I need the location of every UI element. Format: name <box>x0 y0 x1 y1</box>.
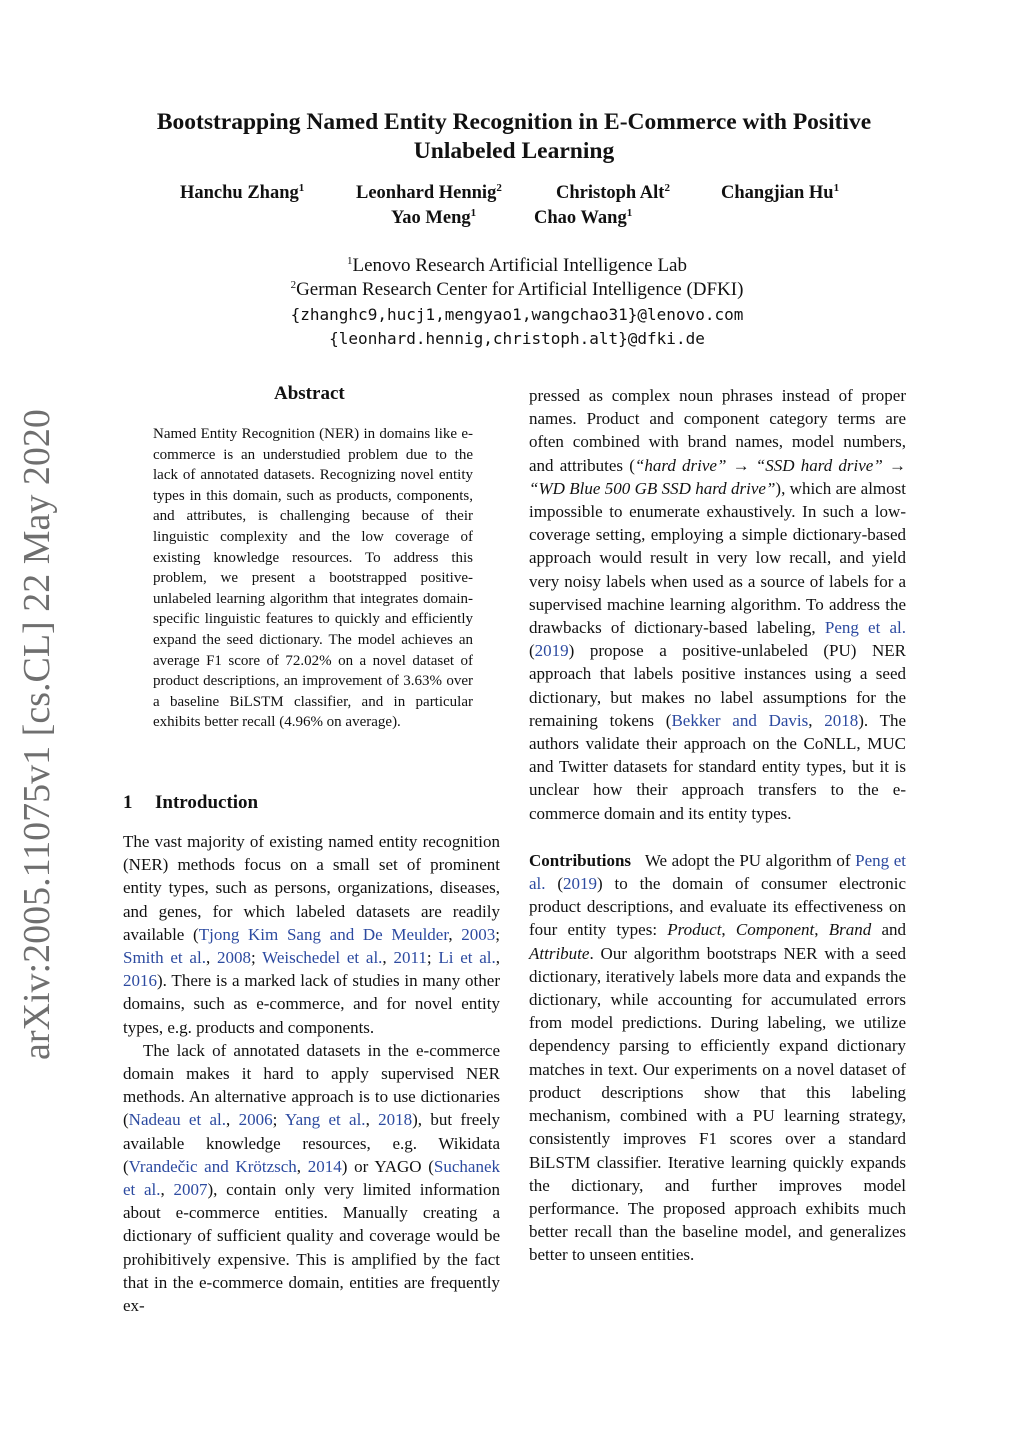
citation-link[interactable]: 2014 <box>307 1156 342 1176</box>
affiliation-2: $^2$German Research Center for Artificial Intelligence (DFKI) <box>290 279 744 300</box>
right-column <box>529 384 906 1267</box>
author-4: Changjian Hu$^1$ <box>721 182 840 203</box>
citation-link[interactable]: 2007 <box>173 1180 208 1200</box>
citation-link[interactable]: Peng et al. <box>824 618 906 638</box>
citation-link[interactable]: Weischedel et al. <box>262 948 383 968</box>
abstract-heading: Abstract <box>274 383 345 404</box>
author-3: Christoph Alt$^2$ <box>556 182 670 203</box>
citation-link[interactable]: 2003 <box>461 924 496 944</box>
citation-link[interactable]: Tjong Kim Sang and De Meulder <box>198 924 449 944</box>
citation-link[interactable]: 2018 <box>824 710 859 730</box>
citation-link[interactable]: 2008 <box>216 948 251 968</box>
citation-link[interactable]: 2016 <box>123 971 157 991</box>
email-lenovo: {zhanghc9,hucj1,mengyao1,wangchao31}@lenovo.com <box>290 305 744 324</box>
author-2: Leonhard Hennig$^2$ <box>356 182 502 203</box>
arxiv-identifier: arXiv:2005.11075v1 [cs.CL] 22 May 2020 <box>16 409 58 1060</box>
citation-link[interactable]: Nadeau et al. <box>128 1110 227 1130</box>
citation-link[interactable]: 2006 <box>238 1110 273 1130</box>
citation-link[interactable]: Yang et al. <box>285 1110 366 1130</box>
citation-link[interactable]: 2018 <box>378 1110 413 1130</box>
email-dfki: {leonhard.hennig,christoph.alt}@dfki.de <box>329 329 705 348</box>
contributions-paragraph: Contributions We adopt the PU algorithm of Peng et al. (2019) to the domain of consumer electronic product descriptions, and evaluate its effectiveness on four entity types: Product, Component, Brand and Attribute. Our algorithm bootstraps NER with a seed dictionary, iteratively labels more data and expands the dictionary, while accounting for accumulated errors from model predictions. During labeling, we utilize dependency parsing to efficiently expand dictionary matches in text. Our experiments on a novel dataset of product descriptions show that this labeling mechanism, combined with a PU learning strategy, consistently improves F1 scores over a standard BiLSTM classifier. Iterative learning quickly expands the dictionary, and further improves model performance. The proposed approach exhibits much better recall than the baseline model, and generalizes better to unseen entities. <box>529 850 907 1265</box>
citation-link[interactable]: Peng et al. <box>529 850 906 894</box>
section-heading-introduction: 1 Introduction <box>123 792 259 813</box>
author-1: Hanchu Zhang$^1$ <box>180 182 305 203</box>
left-column <box>123 830 500 1317</box>
citation-link[interactable]: 2019 <box>534 641 569 661</box>
citation-link[interactable]: Suchanek et al. <box>123 1156 500 1200</box>
abstract-body: Named Entity Recognition (NER) in domains like e-commerce is an understudied problem due to the lack of annotated datasets. Recognizing novel entity types in this domain, such as products, components, and attributes, is challenging because of their linguistic complexity and the low coverage of existing knowledge resources. To address this problem, we present a bootstrapped positive-unlabeled learning algorithm that integrates domain-specific linguistic features to quickly and efficiently expand the seed dictionary. The model achieves an average F1 score of 72.02% on a novel dataset of product descriptions, an improvement of 3.63% over a baseline BiLSTM classifier, and in particular exhibits better recall (4.96% on average). <box>153 426 473 731</box>
citation-link[interactable]: 2011 <box>393 948 427 968</box>
author-6: Chao Wang$^1$ <box>534 207 633 228</box>
citation-link[interactable]: Bekker and Davis <box>671 710 809 730</box>
citation-link[interactable]: Li et al. <box>438 948 496 968</box>
affiliation-1: $^1$Lenovo Research Artificial Intelligence Lab <box>347 255 687 276</box>
citation-link[interactable]: Vrandečic and Krötzsch <box>128 1156 297 1176</box>
citation-link[interactable]: 2019 <box>563 874 598 894</box>
example-phrase: “hard drive” → “SSD hard drive” → “WD Blue 500 GB SSD hard drive” <box>529 455 906 498</box>
intro-paragraph-2: The lack of annotated datasets in the e-commerce domain makes it hard to apply supervised NER methods. An alternative approach is to use dictionaries (Nadeau et al., 2006; Yang et al., 2018), but freely available knowledge resources, e.g. Wikidata (Vrandečic and Krötzsch, 2014) or YAGO (Suchanek et al., 2007), contain only very limited information about e-commerce entities. Manually creating a dictionary of sufficient quality and coverage would be prohibitively expensive. This is amplified by the fact that in the e-commerce domain, entities are frequently ex- <box>123 1040 501 1316</box>
citation-link[interactable]: Smith et al. <box>123 948 206 968</box>
author-5: Yao Meng$^1$ <box>391 207 477 228</box>
intro-paragraph-1: The vast majority of existing named entity recognition (NER) methods focus on a small set of prominent entity types, such as persons, organizations, diseases, and genes, for which labeled datasets are readily available (Tjong Kim Sang and De Meulder, 2003; Smith et al., 2008; Weischedel et al., 2011; Li et al., 2016). There is a marked lack of studies in many other domains, such as e-commerce, and for novel entity types, e.g. products and components. <box>123 832 501 1037</box>
paper-title: Bootstrapping Named Entity Recognition in E-Commerce with Positive Unlabeled Learning <box>156 109 872 164</box>
intro-paragraph-continued: pressed as complex noun phrases instead of proper names. Product and component category terms are often combined with brand names, model numbers, and attributes (“hard drive” → “SSD hard drive” → “WD Blue 500 GB SSD hard drive”), which are almost impossible to enumerate exhaustively. In such a low-coverage setting, employing a simple dictionary-based approach would result in very low recall, and yield very noisy labels when used as a source of labels for a supervised machine learning algorithm. To address the drawbacks of dictionary-based labeling, Peng et al. (2019) propose a positive-unlabeled (PU) NER approach that labels positive instances using a seed dictionary, but makes no label assumptions for the remaining tokens (Bekker and Davis, 2018). The authors validate their approach on the CoNLL, MUC and Twitter datasets for standard entity types, but it is unclear how their approach transfers to the e-commerce domain and its entity types. <box>529 386 907 823</box>
contributions-label: Contributions <box>529 850 632 870</box>
